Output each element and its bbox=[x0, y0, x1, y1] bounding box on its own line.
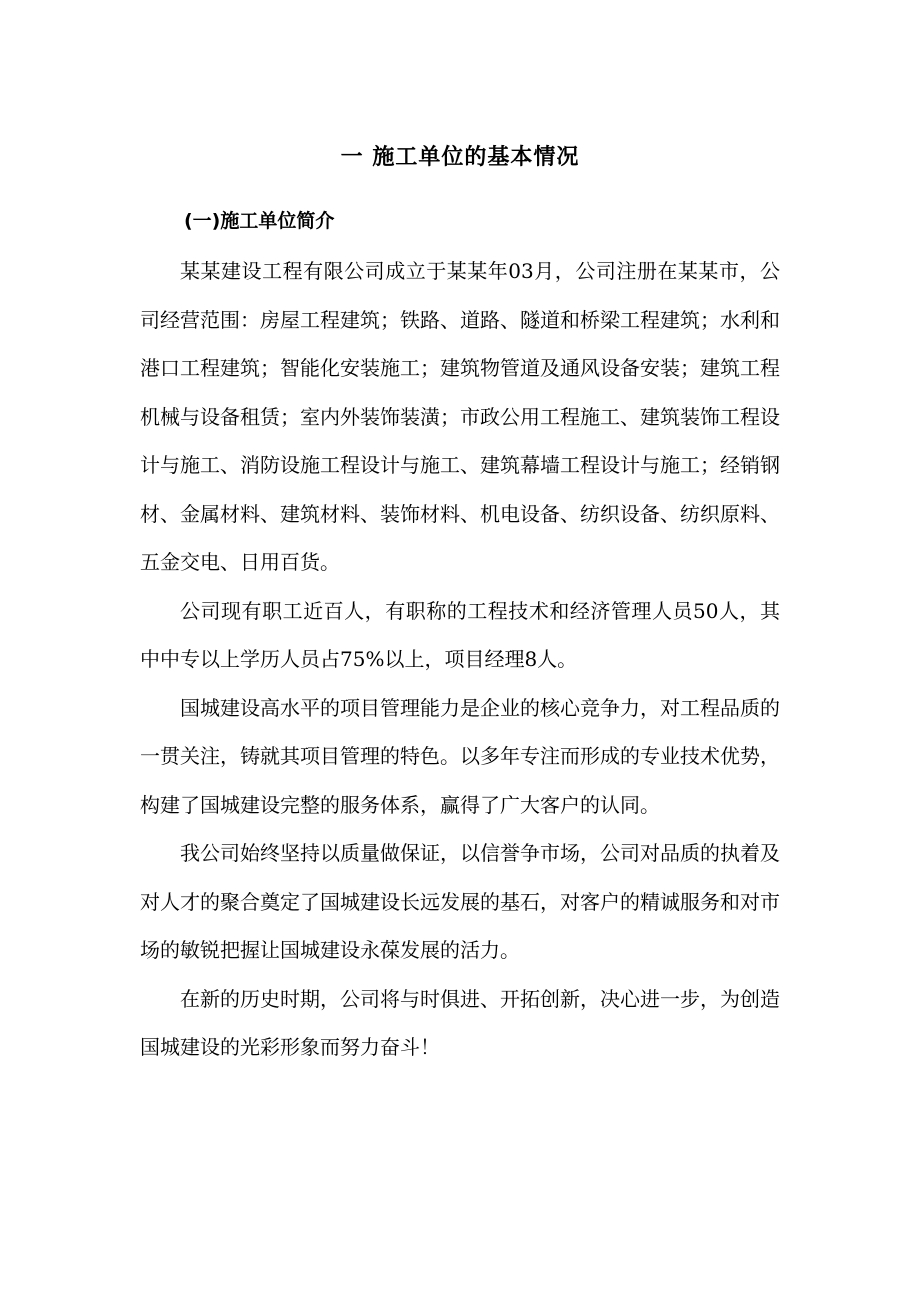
paragraph-staff: 公司现有职工近百人，有职称的工程技术和经济管理人员50人，其中中专以上学历人员占75%以上，项目经理8人。 bbox=[140, 598, 780, 671]
page-title: 一 施工单位的基本情况 bbox=[340, 145, 580, 170]
paragraph-management: 国城建设高水平的项目管理能力是企业的核心竞争力，对工程品质的一贯关注，铸就其项目管理的特色。以多年专注而形成的专业技术优势，构建了国城建设完整的服务体系，赢得了广大客户的认同。 bbox=[140, 695, 780, 817]
paragraph-company-intro: 某某建设工程有限公司成立于某某年03月，公司注册在某某市，公司经营范围：房屋工程建筑；铁路、道路、隧道和桥梁工程建筑；水利和港口工程建筑；智能化安装施工；建筑物管道及通风设备安装；建筑工程机械与设备租赁；室内外装饰装潢；市政公用工程施工、建筑装饰工程设计与施工、消防设施工程设计与施工、建筑幕墙工程设计与施工；经销钢材、金属材料、建筑材料、装饰材料、机电设备、纺织设备、纺织原料、五金交电、日用百货。 bbox=[140, 259, 780, 574]
body-text bbox=[140, 247, 780, 1072]
paragraph-quality: 我公司始终坚持以质量做保证，以信誉争市场，公司对品质的执着及对人才的聚合奠定了国城建设长远发展的基石，对客户的精诚服务和对市场的敏锐把握让国城建设永葆发展的活力。 bbox=[140, 841, 780, 962]
paragraph-outlook: 在新的历史时期，公司将与时俱进、开拓创新，决心进一步，为创造国城建设的光彩形象而努力奋斗！ bbox=[140, 986, 780, 1059]
section-heading: (一)施工单位简介 bbox=[184, 210, 335, 232]
